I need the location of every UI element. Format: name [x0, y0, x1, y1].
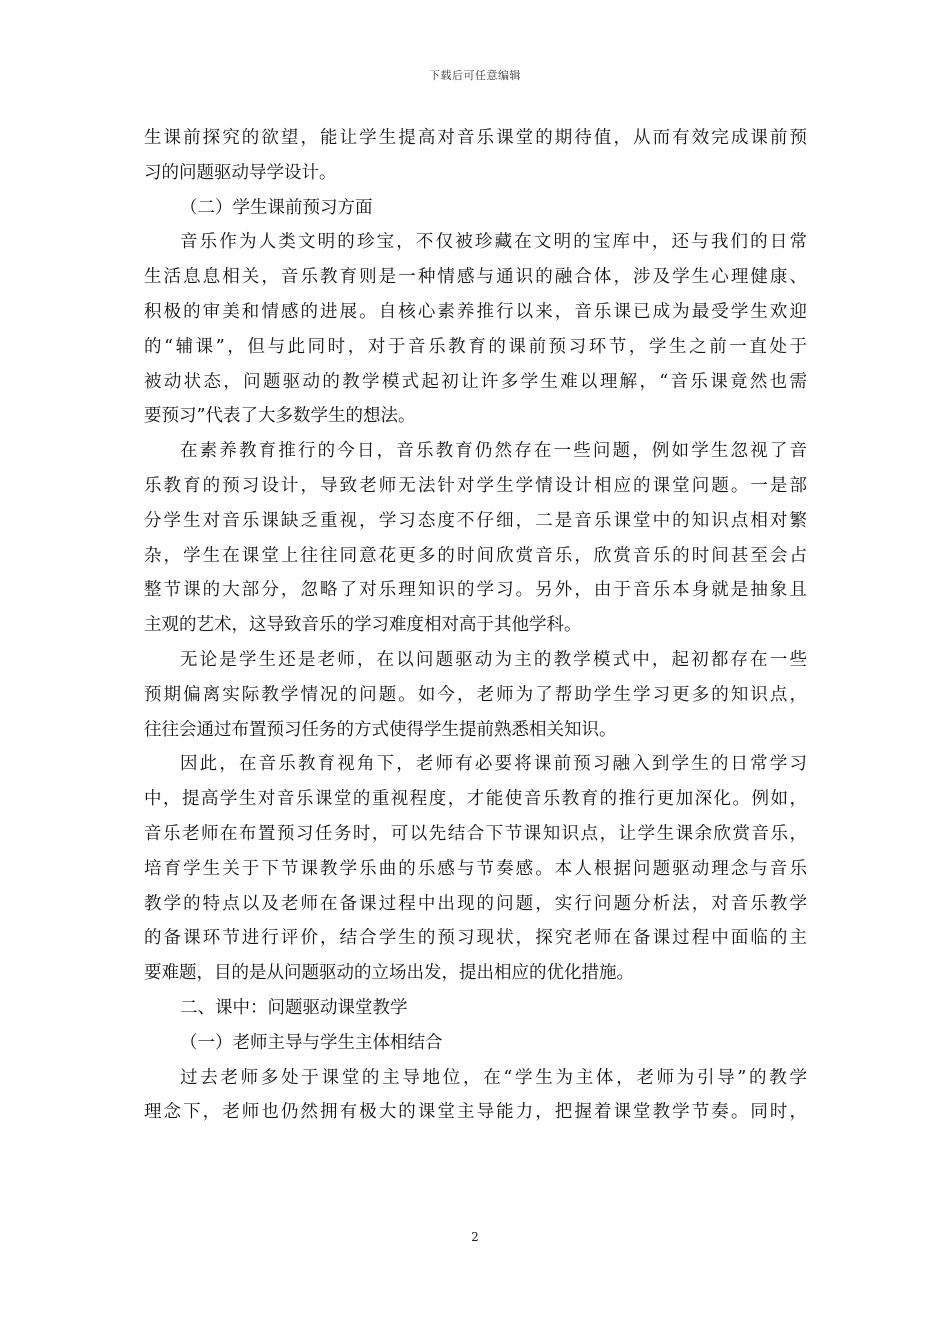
- text-line: 音乐老师在布置预习任务时，可以先结合下节课知识点，让学生课余欣赏音乐，: [144, 823, 807, 844]
- text-line: 积极的审美和情感的进展。自核心素养推行以来，音乐课已成为最受学生欢迎: [144, 301, 807, 322]
- text-line: 杂，学生在课堂上往往同意花更多的时间欣赏音乐，欣赏音乐的时间甚至会占: [144, 545, 807, 566]
- text-line: 主观的艺术，这导致音乐的学习难度相对高于其他学科。: [144, 615, 582, 636]
- text-line: （二）学生课前预习方面: [180, 197, 373, 218]
- text-line: 生活息息相关，音乐教育则是一种情感与通识的融合体，涉及学生心理健康、: [144, 267, 807, 288]
- text-line: 培育学生关于下节课教学乐曲的乐感与节奏感。本人根据问题驱动理念与音乐: [144, 858, 807, 879]
- text-line: 过去老师多处于课堂的主导地位，在“学生为主体，老师为引导”的教学: [180, 1067, 807, 1088]
- text-line: 的备课环节进行评价，结合学生的预习现状，探究老师在备课过程中面临的主: [144, 928, 807, 949]
- text-line: 要预习”代表了大多数学生的想法。: [144, 406, 416, 427]
- text-line: 教学的特点以及老师在备课过程中出现的问题，实行问题分析法，对音乐教学: [144, 893, 807, 914]
- text-line: 被动状态，问题驱动的教学模式起初让许多学生难以理解，“音乐课竟然也需: [144, 371, 807, 392]
- page-number: 2: [471, 1230, 479, 1244]
- text-line: 音乐作为人类文明的珍宝，不仅被珍藏在文明的宝库中，还与我们的日常: [180, 232, 807, 253]
- text-line: 的“辅课”，但与此同时，对于音乐教育的课前预习环节，学生之前一直处于: [144, 336, 807, 357]
- text-line: （一）老师主导与学生主体相结合: [180, 1032, 443, 1053]
- text-line: 中，提高学生对音乐课堂的重视程度，才能使音乐教育的推行更加深化。例如，: [144, 789, 807, 810]
- text-line: 生课前探究的欲望，能让学生提高对音乐课堂的期待值，从而有效完成课前预: [144, 128, 807, 148]
- body-text: [144, 121, 807, 1130]
- text-line: 习的问题驱动导学设计。: [144, 162, 337, 183]
- text-line: 因此，在音乐教育视角下，老师有必要将课前预习融入到学生的日常学习: [180, 754, 807, 775]
- text-line: 乐教育的预习设计，导致老师无法针对学生学情设计相应的课堂问题。一是部: [144, 475, 807, 496]
- text-line: 二、课中：问题驱动课堂教学: [180, 997, 408, 1018]
- text-line: 预期偏离实际教学情况的问题。如今，老师为了帮助学生学习更多的知识点，: [144, 684, 807, 705]
- page-header: 下载后可任意编辑: [429, 69, 521, 82]
- text-line: 在素养教育推行的今日，音乐教育仍然存在一些问题，例如学生忽视了音: [180, 441, 807, 462]
- text-line: 要难题，目的是从问题驱动的立场出发，提出相应的优化措施。: [144, 963, 634, 984]
- text-line: 往往会通过布置预习任务的方式使得学生提前熟悉相关知识。: [144, 719, 617, 740]
- text-line: 无论是学生还是老师，在以问题驱动为主的教学模式中，起初都存在一些: [180, 649, 807, 670]
- text-line: 理念下，老师也仍然拥有极大的课堂主导能力，把握着课堂教学节奏。同时，: [144, 1102, 807, 1123]
- text-line: 整节课的大部分，忽略了对乐理知识的学习。另外，由于音乐本身就是抽象且: [144, 580, 807, 601]
- text-line: 分学生对音乐课缺乏重视，学习态度不仔细，二是音乐课堂中的知识点相对繁: [144, 510, 807, 531]
